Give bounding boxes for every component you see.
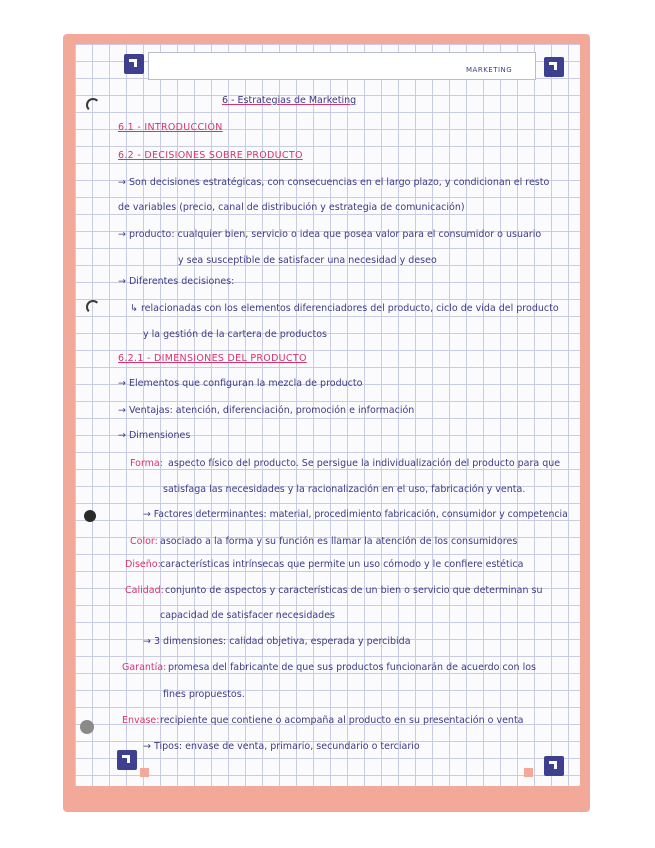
note-line: asociado a la forma y su función es llamar la atención de los consumidores: [160, 536, 518, 547]
term-calidad: Calidad:: [125, 585, 164, 596]
note-line: promesa del fabricante de que sus productos funcionarán de acuerdo con los: [168, 662, 536, 673]
term-diseno: Diseño:: [125, 559, 161, 570]
term-garantia: Garantía:: [122, 662, 167, 673]
note-line: capacidad de satisfacer necesidades: [160, 610, 335, 621]
note-line: → Factores determinantes: material, procedimiento fabricación, consumidor y competencia: [143, 509, 568, 520]
note-line: → Tipos: envase de venta, primario, secundario o terciario: [143, 741, 420, 752]
punch-hole: [84, 510, 96, 522]
note-line: → Elementos que configuran la mezcla de producto: [118, 378, 363, 389]
logo-icon-bottom-right: [544, 756, 564, 776]
pink-square-marker: [140, 768, 149, 777]
heading-introduccion: 6.1 - INTRODUCCIÓN: [118, 122, 223, 133]
term-color: Color:: [130, 536, 158, 547]
punch-hole: [80, 720, 94, 734]
note-line: características intrínsecas que permite un uso cómodo y le confiere estética: [160, 559, 524, 570]
term-forma: Forma:: [130, 458, 163, 469]
page-title: 6 - Estrategias de Marketing: [222, 95, 357, 106]
term-envase: Envase:: [122, 715, 160, 726]
header-label: MARKETING: [466, 66, 513, 74]
logo-icon-bottom-left: [117, 750, 137, 770]
note-line: → Diferentes decisiones:: [118, 276, 235, 287]
heading-dimensiones: 6.2.1 - DIMENSIONES DEL PRODUCTO: [118, 353, 307, 364]
note-line: satisfaga las necesidades y la racionalización en el uso, fabricación y venta.: [163, 484, 526, 495]
heading-decisiones: 6.2 - DECISIONES SOBRE PRODUCTO: [118, 150, 303, 161]
logo-icon-top-right: [544, 57, 564, 77]
note-line: → Dimensiones: [118, 430, 191, 441]
note-line: → Son decisiones estratégicas, con consecuencias en el largo plazo, y condicionan el resto: [118, 177, 550, 188]
note-line: → Ventajas: atención, diferenciación, promoción e información: [118, 405, 415, 416]
note-line: y sea susceptible de satisfacer una necesidad y deseo: [178, 255, 437, 266]
note-line: → 3 dimensiones: calidad objetiva, esperada y percibida: [143, 636, 411, 647]
pink-square-marker: [524, 768, 533, 777]
note-line: aspecto físico del producto. Se persigue la individualización del producto para que: [168, 458, 561, 469]
note-line: → producto: cualquier bien, servicio o idea que posea valor para el consumidor o usuario: [118, 229, 542, 240]
note-line: fines propuestos.: [163, 689, 245, 700]
note-line: de variables (precio, canal de distribución y estrategia de comunicación): [118, 202, 465, 213]
note-line: conjunto de aspectos y características de un bien o servicio que determinan su: [165, 585, 543, 596]
binder-ring: [86, 300, 100, 314]
binder-ring: [86, 98, 100, 112]
logo-icon-top-left: [124, 54, 144, 74]
note-line: ↳ relacionadas con los elementos diferenciadores del producto, ciclo de vida del producto: [130, 303, 559, 314]
note-line: recipiente que contiene o acompaña al producto en su presentación o venta: [160, 715, 524, 726]
note-line: y la gestión de la cartera de productos: [143, 329, 328, 340]
